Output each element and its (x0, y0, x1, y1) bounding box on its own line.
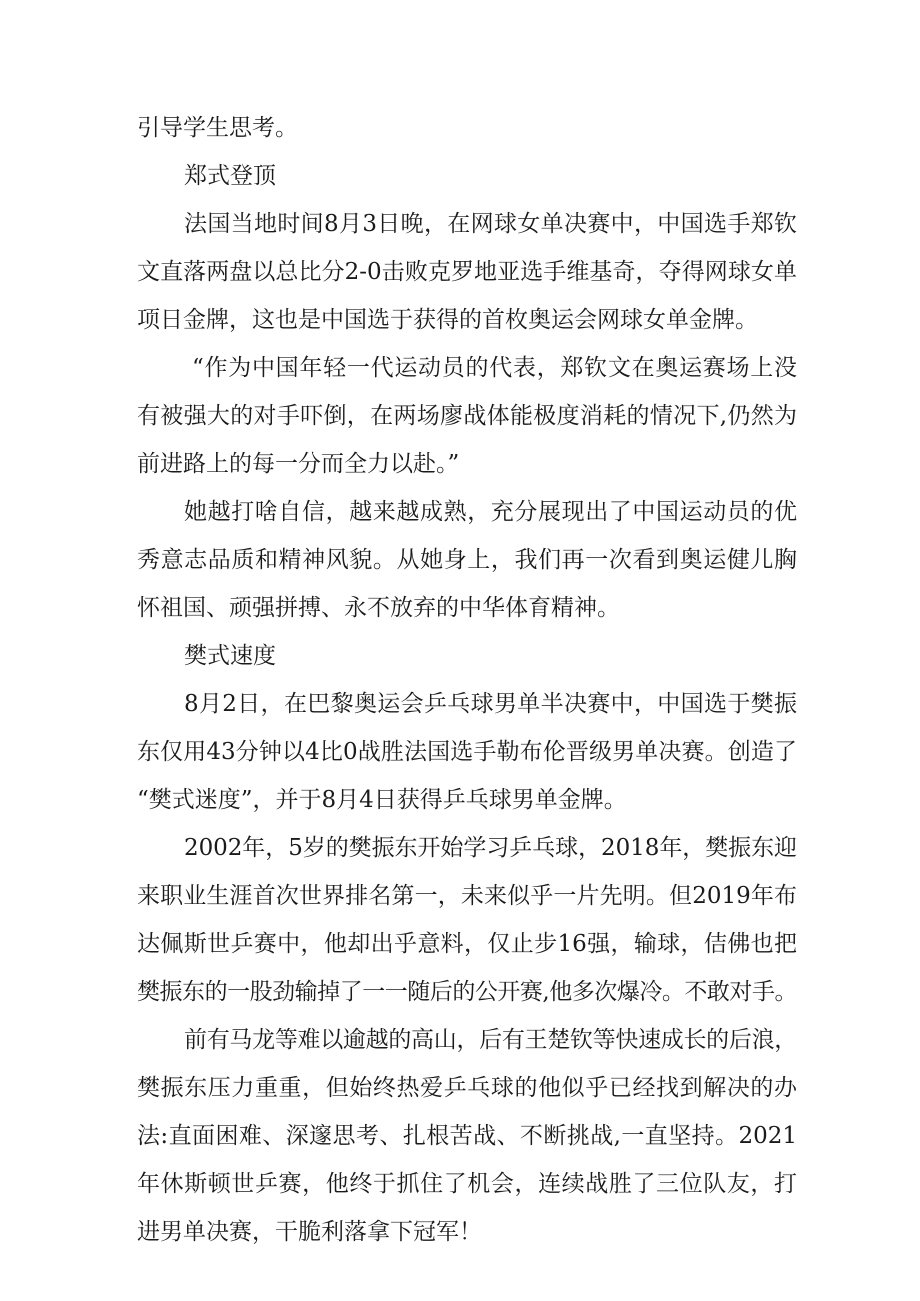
text-line: 来职业生涯首次世界排名第一，未来似乎一片先明。但2019年布 (137, 883, 797, 909)
quote-line: “作为中国年轻一代运动员的代表，郑钦文在奥运赛场上没 (192, 355, 797, 381)
text-line: 秀意志品质和精神风貌。从她身上，我们再一次看到奥运健儿胸 (137, 547, 797, 573)
text-line: 怀祖国、顽强拼搏、永不放弃的中华体育精神。 (137, 595, 620, 621)
text-line: 项日金牌，这也是中国选于获得的首枚奥运会网球女单金牌。 (137, 307, 758, 333)
text-line: 引导学生思考。 (137, 115, 298, 141)
text-line: 8月2日，在巴黎奥运会乒乓球男单半决赛中，中国选于樊振 (184, 691, 797, 717)
quote-line: 有被强大的对手吓倒，在两场廖战体能极度消耗的情况下,仍然为 (137, 403, 797, 429)
quote-line: 前进路上的每一分而全力以赴。” (137, 451, 460, 477)
text-line: 前有马龙等难以逾越的高山，后有王楚钦等快速成长的后浪， (184, 1027, 797, 1053)
text-line: 达佩斯世乒赛中，他却出乎意料，仅止步16强，输球，佶佛也把 (137, 931, 797, 957)
text-line: 东仅用43分钟以4比0战胜法国选手勒布伦晋级男单决赛。创造了 (137, 739, 797, 765)
text-line: 樊振东的一股劲输掉了一一随后的公开赛,他多次爆冷。不敢对手。 (137, 979, 797, 1005)
article-body (137, 104, 797, 1256)
text-line: 进男单决赛，干脆利落拿下冠军！ (137, 1219, 482, 1245)
text-line: 法:直面困难、深邃思考、扎根苦战、不断挑战,一直坚持。2021 (137, 1123, 797, 1149)
section-heading-fan: 樊式速度 (184, 643, 276, 669)
section-heading-zheng: 郑式登顶 (184, 163, 276, 189)
text-line: 樊振东压力重重，但始终热爱乒乓球的他似乎已经找到解决的办 (137, 1075, 797, 1101)
text-line: 她越打啥自信，越来越成熟，充分展现出了中国运动员的优 (184, 499, 797, 525)
text-line: 年休斯顿世乒赛，他终于抓住了机会，连续战胜了三位队友，打 (137, 1171, 797, 1197)
text-line: 2002年，5岁的樊振东开始学习乒乓球，2018年，樊振东迎 (184, 835, 797, 861)
text-line: 文直落两盘以总比分2-0击败克罗地亚选手维基奇，夺得网球女单 (137, 259, 797, 285)
text-line: “樊式迷度”，并于8月4日获得乒乓球男单金牌。 (137, 787, 627, 813)
text-line: 法国当地时间8月3日晚，在网球女单决赛中，中国选手郑钦 (184, 211, 797, 237)
